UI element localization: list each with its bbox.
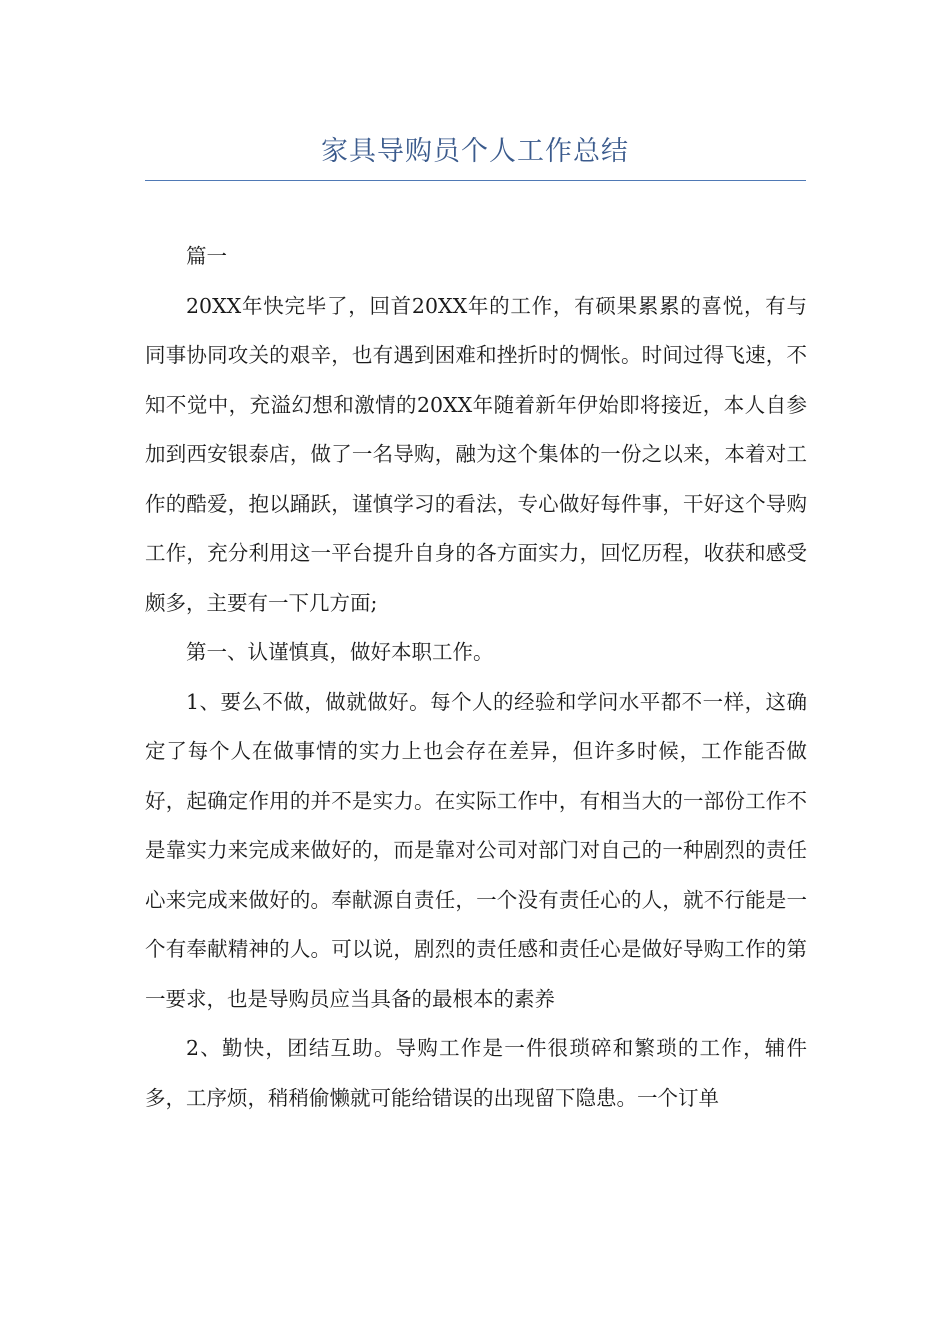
point-2-paragraph: 2、勤快，团结互助。导购工作是一件很琐碎和繁琐的工作，辅件多，工序烦，稍稍偷懒就可能给错误的出现留下隐患。一个订单	[145, 1036, 807, 1110]
document-title: 家具导购员个人工作总结	[321, 136, 629, 167]
intro-paragraph: 20XX年快完毕了，回首20XX年的工作，有硕果累累的喜悦，有与同事协同攻关的艰辛，也有遇到困难和挫折时的惆怅。时间过得飞速，不知不觉中，充溢幻想和激情的20XX年随着新年伊始即将接近，本人自参加到西安银泰店，做了一名导购，融为这个集体的一份之以来，本着对工作的酷爱，抱以踊跃，谨慎学习的看法，专心做好每件事，干好这个导购工作，充分利用这一平台提升自身的各方面实力，回忆历程，收获和感受颇多，主要有一下几方面;	[145, 293, 807, 615]
title-underline	[145, 180, 806, 181]
document-body	[145, 232, 807, 1123]
section-heading-first: 第一、认谨慎真，做好本职工作。	[186, 640, 494, 664]
point-1-paragraph: 1、要么不做，做就做好。每个人的经验和学问水平都不一样，这确定了每个人在做事情的实力上也会存在差异，但许多时候，工作能否做好，起确定作用的并不是实力。在实际工作中，有相当大的一部份工作不是靠实力来完成来做好的，而是靠对公司对部门对自己的一种剧烈的责任心来完成来做好的。奉献源自责任，一个没有责任心的人，就不行能是一个有奉献精神的人。可以说，剧烈的责任感和责任心是做好导购工作的第一要求，也是导购员应当具备的最根本的素养	[145, 689, 807, 1011]
section-heading-pian-yi: 篇一	[186, 244, 227, 268]
